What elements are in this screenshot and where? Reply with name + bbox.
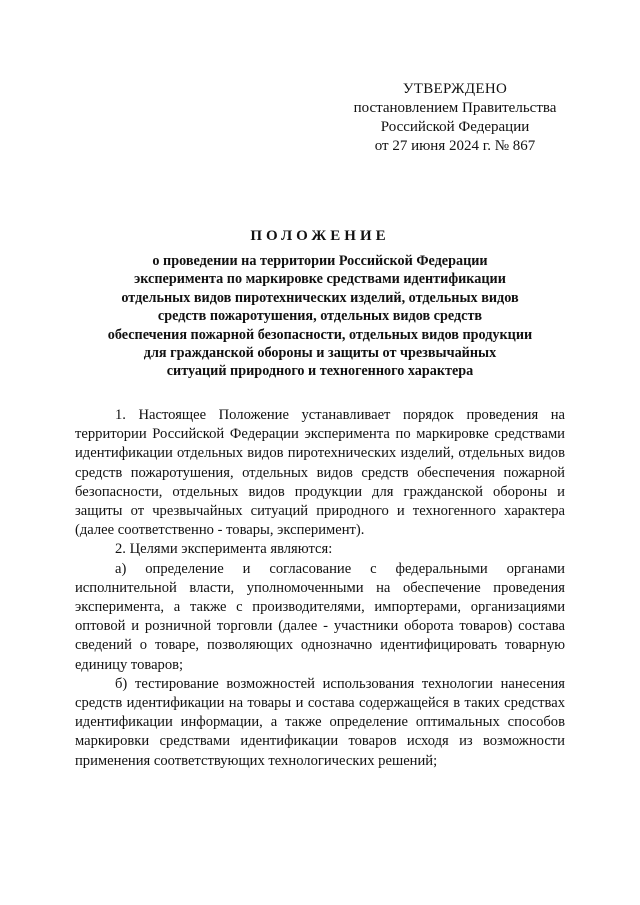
subtitle-line: о проведении на территории Российской Федерации	[152, 253, 488, 269]
paragraph-1: 1. Настоящее Положение устанавливает порядок проведения на территории Российской Федерации эксперимента по маркировке средствами идентификации отдельных видов пиротехнических изделий, отдельных видов средств пожаротушения, отдельных видов средств обеспечения пожарной безопасности, отдельных видов продукции для гражданской обороны и защиты от чрезвычайных ситуаций природного и техногенного характера (далее соответственно - товары, эксперимент).	[75, 407, 565, 539]
approval-line-country: Российской Федерации	[380, 119, 530, 135]
paragraph-2a: а) определение и согласование с федеральными органами исполнительной власти, уполномоченными на обеспечение проведения эксперимента, а также с производителями, импортерами, организациями оптовой и розничной торговли (далее - участники оборота товаров) состава сведений о товаре, позволяющих однозначно идентифицировать товарную единицу товаров;	[75, 560, 565, 673]
subtitle-line: средств пожаротушения, отдельных видов средств	[157, 308, 483, 325]
subtitle-line: обеспечения пожарной безопасности, отдельных видов продукции	[107, 326, 533, 343]
subtitle-line: для гражданской обороны и защиты от чрезвычайных	[143, 345, 497, 362]
approval-stamp	[330, 80, 580, 156]
paragraph-2: 2. Целями эксперимента являются:	[115, 541, 333, 558]
subtitle-line: ситуаций природного и техногенного характера	[166, 363, 474, 380]
document-title: ПОЛОЖЕНИЕ	[250, 228, 390, 244]
approval-line-date: от 27 июня 2024 г. № 867	[374, 138, 536, 154]
subtitle-line: эксперимента по маркировке средствами идентификации	[134, 271, 506, 288]
subtitle-line: отдельных видов пиротехнических изделий, отдельных видов	[121, 289, 519, 306]
paragraph-2b: б) тестирование возможностей использования технологии нанесения средств идентификации на товары и состава содержащейся в таких средствах идентификации информации, а также определение оптимальных способов маркировки средствами идентификации товаров исходя из возможности применения соответствующих технологических решений;	[75, 675, 565, 769]
approval-line-body: постановлением Правительства	[353, 100, 557, 116]
document-heading	[60, 226, 580, 381]
document-body	[75, 406, 565, 771]
approval-title: УТВЕРЖДЕНО	[402, 81, 508, 97]
